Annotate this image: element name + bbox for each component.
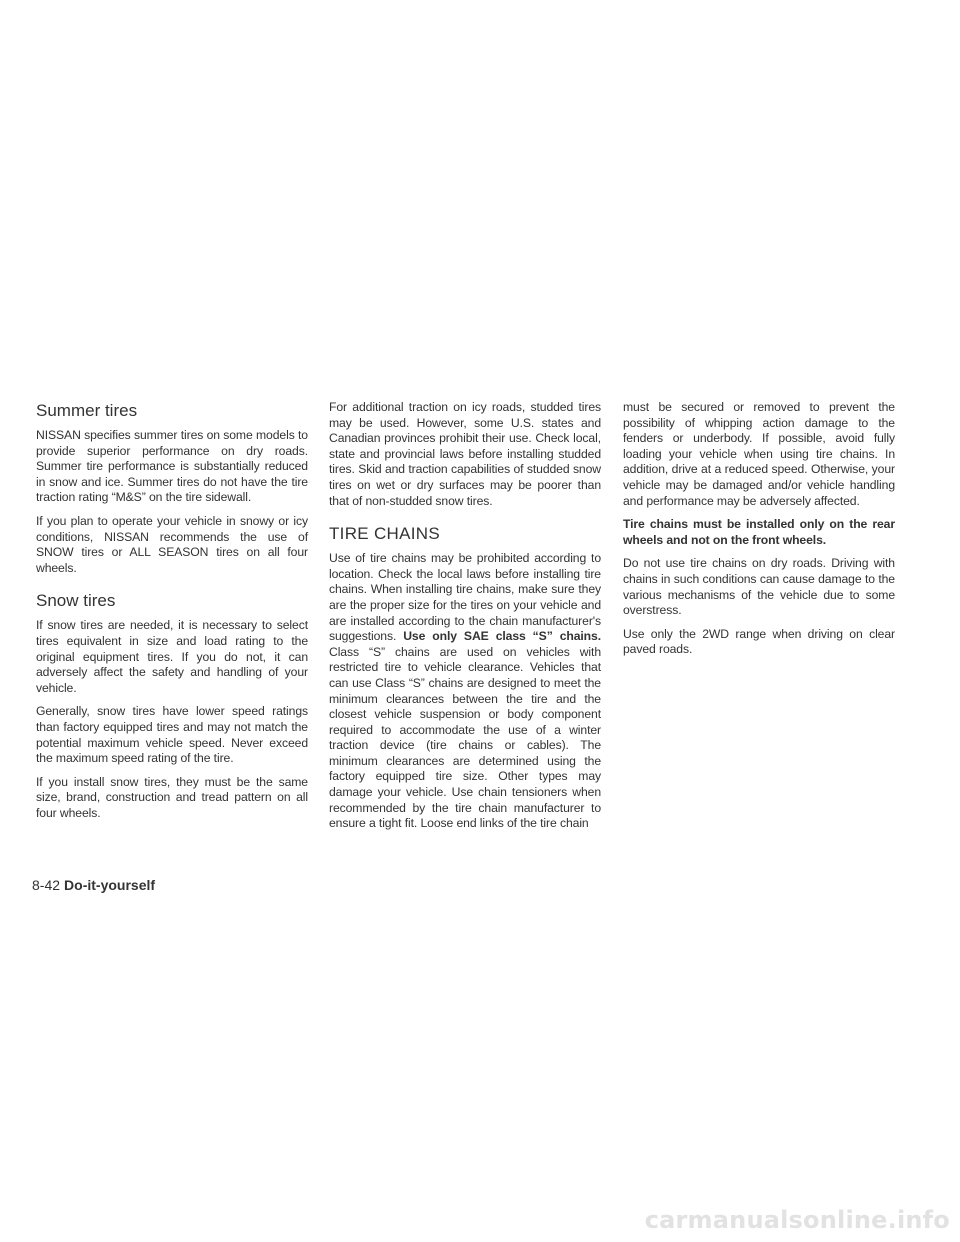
heading-tire-chains: TIRE CHAINS — [329, 524, 440, 544]
paragraph-chains-continued: must be secured or removed to prevent the possibility of whipping action damage to the fenders or underbody. If possible, avoid fully loading your vehicle when using tire chains. In addition, drive at a reduced speed. Otherwise, your vehicle may be damaged and/or vehicle handling and performance may be adversely affected. — [623, 400, 895, 508]
paragraph-chains-2: Do not use tire chains on dry roads. Driving with chains in such conditions can cause damage to the various mechanisms of the vehicle due to some overstress. — [623, 556, 895, 618]
chains-text-start: Use of tire chains may be prohibited according to location. Check the local laws before installing tire chains. When installing tire chains, make sure they are the proper size for the tires on your vehicle and are installed according to the chain manufacturer's suggestions. — [329, 551, 601, 644]
heading-snow-tires: Snow tires — [36, 591, 116, 611]
column-left — [36, 400, 308, 829]
chains-text-end: Class “S” chains are used on vehicles with restricted tire to vehicle clearance. Vehicles that can use Class “S” chains are designed to meet the minimum clearances between the tire and the closest vehicle suspension or body component required to accommodate the use of a winter traction device (tire chains or cables). The minimum clearances are determined using the factory equipped tire size. Other types may damage your vehicle. Use chain tensioners when recommended by the tire chain manufacturer to ensure a tight fit. Loose end links of the tire chain — [329, 644, 601, 831]
page-number: 8-42 — [32, 877, 61, 893]
paragraph-snow-1: If snow tires are needed, it is necessary to select tires equivalent in size and load rating to the original equipment tires. If you do not, it can adversely affect the safety and handling of your vehicle. — [36, 618, 308, 695]
footer-section-title: Do-it-yourself — [64, 877, 156, 893]
chains-sae-class-note: Use only SAE class “S” chains. — [403, 629, 601, 644]
watermark-logo: carmanualsonline.info — [644, 1206, 950, 1234]
column-right — [623, 400, 895, 666]
paragraph-summer-2: If you plan to operate your vehicle in snowy or icy conditions, NISSAN recommends the use of SNOW tires or ALL SEASON tires on all four wheels. — [36, 513, 308, 575]
paragraph-chains-1 — [329, 551, 601, 832]
paragraph-chains-3: Use only the 2WD range when driving on clear paved roads. — [623, 626, 895, 657]
paragraph-snow-3: If you install snow tires, they must be the same size, brand, construction and tread pattern on all four wheels. — [36, 774, 308, 820]
paragraph-snow-2: Generally, snow tires have lower speed ratings than factory equipped tires and may not match the potential maximum vehicle speed. Never exceed the maximum speed rating of the tire. — [36, 704, 308, 766]
column-middle — [329, 400, 601, 840]
paragraph-chains-warning — [623, 517, 895, 548]
chains-warning-text: Tire chains must be installed only on the rear wheels and not on the front wheels. — [623, 517, 895, 547]
paragraph-summer-1: NISSAN specifies summer tires on some models to provide superior performance on dry roads. Summer tire performance is substantially reduced in snow and ice. Summer tires do not have the tire traction rating “M&S” on the tire sidewall. — [36, 428, 308, 505]
heading-summer-tires: Summer tires — [36, 401, 138, 420]
paragraph-studded-tires: For additional traction on icy roads, studded tires may be used. However, some U.S. states and Canadian provinces prohibit their use. Check local, state and provincial laws before installing studded tires. Skid and traction capabilities of studded snow tires on wet or dry surfaces may be poorer than that of non-studded snow tires. — [329, 400, 601, 508]
page-footer — [32, 876, 155, 894]
